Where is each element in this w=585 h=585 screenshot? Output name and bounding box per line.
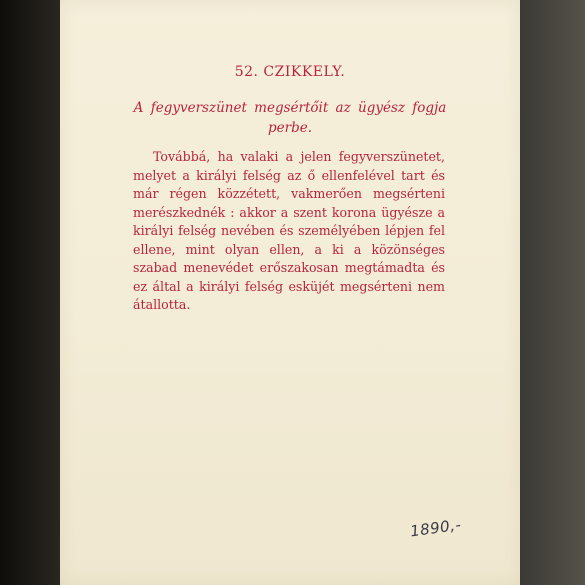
article-subtitle: A fegyverszünet megsértőit az ügyész fogja perbe. xyxy=(133,100,447,136)
article-body: Továbbá, ha valaki a jelen fegyverszünetet, melyet a királyi felség az ő ellenfelével tart és már régen közzétett, vakmerően megsérteni merészkednék : akkor a szent korona ügyésze a királyi felség nevében és személyében lépjen fel ellene, mint olyan ellen, a ki a közönséges szabad menevédet erőszakosan megtámadta és ez által a királyi felség esküjét megsérteni nem átallotta. xyxy=(133,149,445,312)
backdrop-left xyxy=(0,0,60,585)
article-heading: 52. CZIKKELY. xyxy=(234,64,346,80)
handwritten-price-note: 1890,- xyxy=(408,515,463,541)
backdrop-right xyxy=(520,0,585,585)
document-page xyxy=(60,0,520,585)
